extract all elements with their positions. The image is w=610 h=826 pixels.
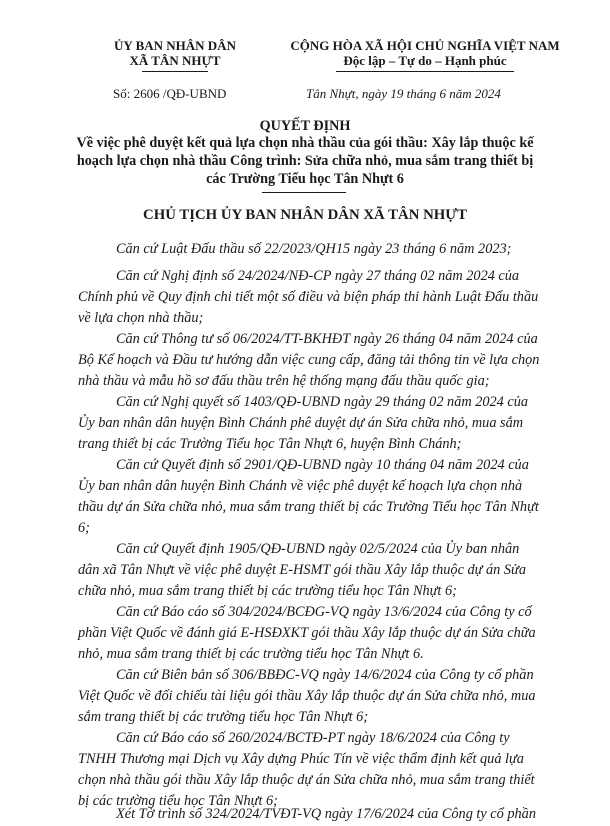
paragraph-line: Căn cứ Báo cáo số 260/2024/BCTĐ-PT ngày 18/6/2024 của Công ty: [116, 730, 510, 746]
paragraph-line: Ủy ban nhân dân huyện Bình Chánh phê duyệt dự án Sửa chữa nhỏ, mua sắm: [78, 415, 524, 431]
paragraph-line: Căn cứ Quyết định 1905/QĐ-UBND ngày 02/5/2024 của Ủy ban nhân: [116, 541, 520, 557]
body-paragraph: [78, 804, 586, 825]
paragraph-line: Căn cứ Biên bản số 306/BBĐC-VQ ngày 14/6/2024 của Công ty cổ phần: [116, 667, 534, 683]
paragraph-line: nhỏ, mua sắm trang thiết bị các trường tiểu học Tân Nhựt 6.: [78, 646, 424, 662]
body-paragraph: [78, 665, 586, 728]
title-underline: [262, 192, 346, 193]
paragraph-line: phần Việt Quốc về đánh giá E-HSĐXKT gói thầu Xây lắp thuộc dự án Sửa chữa: [78, 625, 536, 641]
paragraph-line: Chính phủ về Quy định chi tiết một số điều và biện pháp thi hành Luật Đấu thầu: [78, 289, 539, 305]
paragraph-line: nhà thầu và mẫu hồ sơ đấu thầu trên hệ thống mạng đấu thầu quốc gia;: [78, 373, 490, 389]
paragraph-line: chọn nhà thầu gói thầu Xây lắp thuộc dự án Sửa chữa nhỏ, mua sắm trang thiết: [78, 772, 535, 788]
paragraph-line: thầu dự án Sửa chữa nhỏ, mua sắm trang thiết bị các Trường Tiểu học Tân Nhựt: [78, 499, 539, 515]
paragraph-line: 6;: [78, 520, 90, 536]
agency-name: ỦY BAN NHÂN DÂN: [114, 38, 236, 53]
body-paragraph: [78, 266, 586, 329]
subject-line: Về việc phê duyệt kết quả lựa chọn nhà thầu của gói thầu: Xây lắp thuộc kế: [76, 135, 534, 151]
subject-line: hoạch lựa chọn nhà thầu Công trình: Sửa chữa nhỏ, mua sắm trang thiết bị: [76, 153, 534, 169]
subject-line: các Trường Tiểu học Tân Nhựt 6: [206, 171, 404, 187]
paragraph-line: dân xã Tân Nhựt về việc phê duyệt E-HSMT gói thầu Xây lắp thuộc dự án Sửa: [78, 562, 526, 578]
body-paragraph: [78, 455, 586, 539]
body-paragraph: [78, 539, 586, 602]
paragraph-line: Xét Tờ trình số 324/2024/TVĐT-VQ ngày 17/6/2024 của Công ty cổ phần: [116, 806, 536, 822]
paragraph-line: bị các trường tiểu học Tân Nhựt 6;: [78, 793, 278, 809]
paragraph-line: Căn cứ Luật Đấu thầu số 22/2023/QH15 ngày 23 tháng 6 năm 2023;: [116, 241, 512, 257]
paragraph-line: Căn cứ Thông tư số 06/2024/TT-BKHĐT ngày 26 tháng 04 năm 2024 của: [116, 331, 538, 347]
paragraph-line: Căn cứ Quyết định số 2901/QĐ-UBND ngày 10 tháng 04 năm 2024 của: [116, 457, 529, 473]
paragraph-line: Căn cứ Báo cáo số 304/2024/BCĐG-VQ ngày 13/6/2024 của Công ty cổ: [116, 604, 532, 620]
agency-commune: XÃ TÂN NHỰT: [129, 53, 221, 68]
paragraph-line: TNHH Thương mại Dịch vụ Xây dựng Phúc Tín về việc thẩm định kết quả lựa: [78, 751, 524, 767]
paragraph-line: chữa nhỏ, mua sắm trang thiết bị các trường tiểu học Tân Nhựt 6;: [78, 583, 457, 599]
paragraph-line: Bộ Kế hoạch và Đầu tư hướng dẫn việc cung cấp, đăng tải thông tin về lựa chọn: [78, 352, 540, 368]
agency-underline: [142, 71, 208, 72]
paragraph-line: về lựa chọn nhà thầu;: [78, 310, 204, 326]
country-name: CỘNG HÒA XÃ HỘI CHỦ NGHĨA VIỆT NAM: [290, 38, 560, 53]
document-number: Số: 2606 /QĐ-UBND: [113, 86, 227, 101]
body-paragraph: [78, 239, 586, 260]
paragraph-line: sắm trang thiết bị các trường tiểu học Tân Nhựt 6;: [78, 709, 369, 725]
paragraph-line: Ủy ban nhân dân huyện Bình Chánh về việc phê duyệt kế hoạch lựa chọn nhà: [78, 478, 523, 494]
body-paragraph: [78, 728, 586, 812]
body-paragraph: [78, 329, 586, 392]
paragraph-line: Căn cứ Nghị quyết số 1403/QĐ-UBND ngày 29 tháng 02 năm 2024 của: [116, 394, 529, 410]
body-paragraph: [78, 392, 586, 455]
paragraph-line: trang thiết bị các Trường Tiểu học Tân Nhựt 6, huyện Bình Chánh;: [78, 436, 462, 452]
document-title: QUYẾT ĐỊNH: [259, 118, 351, 134]
paragraph-line: Việt Quốc về đối chiếu tài liệu gói thầu Xây lắp thuộc dự án Sửa chữa nhỏ, mua: [78, 688, 536, 704]
motto-underline: [336, 71, 514, 72]
place-date: Tân Nhựt, ngày 19 tháng 6 năm 2024: [306, 86, 501, 101]
body-paragraph: [78, 602, 586, 665]
issuing-authority: CHỦ TỊCH ỦY BAN NHÂN DÂN XÃ TÂN NHỰT: [143, 207, 467, 223]
paragraph-line: Căn cứ Nghị định số 24/2024/NĐ-CP ngày 27 tháng 02 năm 2024 của: [116, 268, 520, 284]
national-motto: Độc lập – Tự do – Hạnh phúc: [343, 53, 507, 68]
